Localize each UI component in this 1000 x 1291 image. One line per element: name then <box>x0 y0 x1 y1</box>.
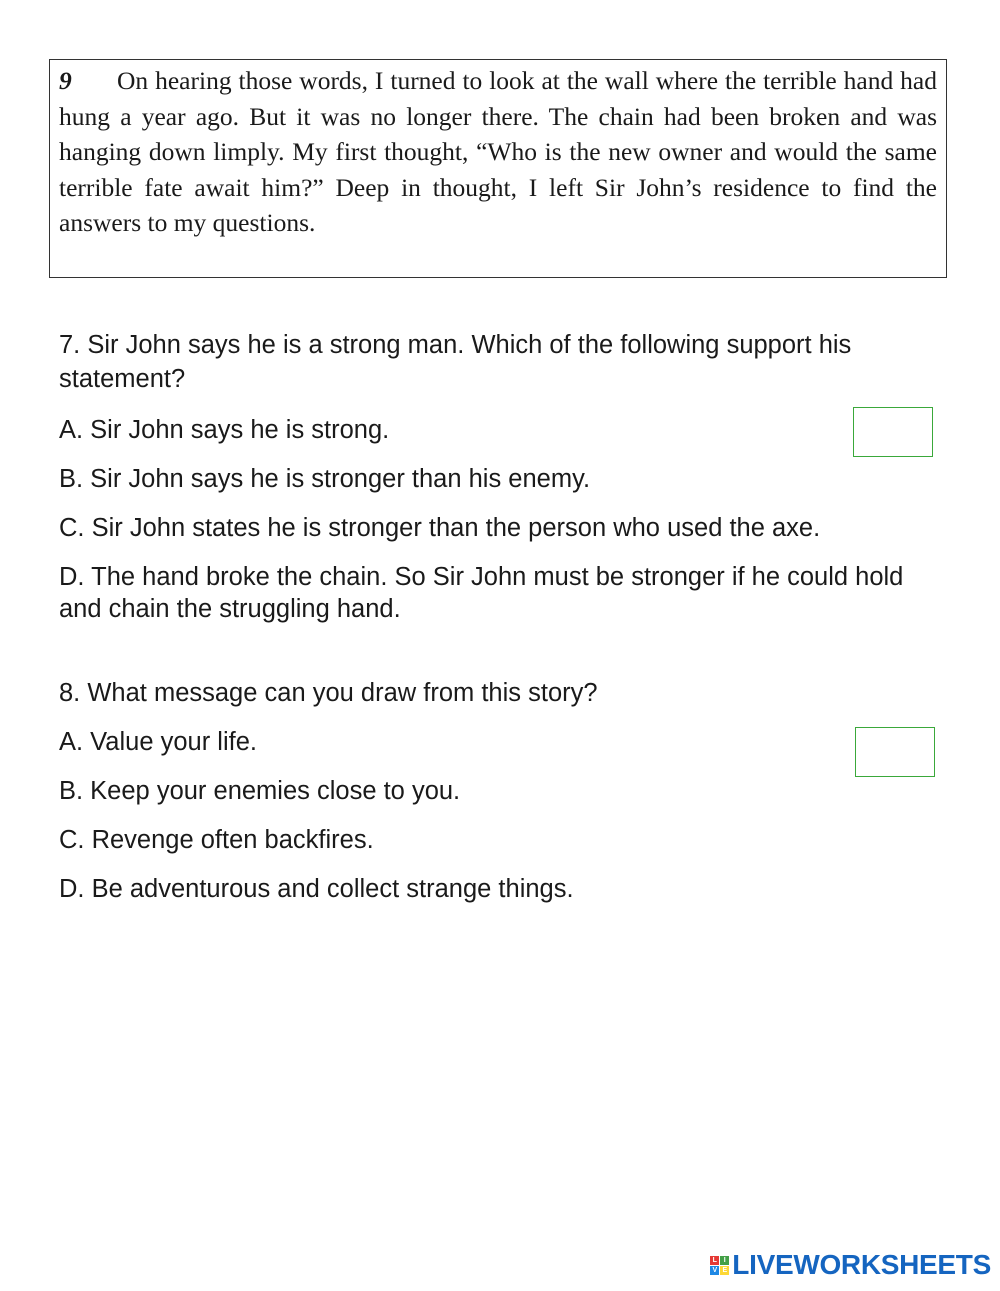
question-8-option-c: C. Revenge often backfires. <box>59 826 374 854</box>
paragraph-number: 9 <box>59 66 72 95</box>
passage-paragraph <box>59 63 937 241</box>
logo-block-e: E <box>720 1266 729 1275</box>
question-7 <box>59 328 959 638</box>
question-8-stem: 8. What message can you draw from this story? <box>59 679 598 707</box>
question-7-stem: 7. Sir John says he is a strong man. Which of the following support his statement? <box>59 331 852 393</box>
passage-text: On hearing those words, I turned to look at the wall where the terrible hand had hung a year ago. But it was no longer there. The chain had been broken and was hanging down limply. My first thought, “Who is the new owner and would the same terrible fate await him?” Deep in thought, I left Sir John’s residence to find the answers to my questions. <box>59 66 937 238</box>
logo-block-v: V <box>710 1266 719 1275</box>
question-7-option-b: B. Sir John says he is stronger than his enemy. <box>59 465 591 493</box>
logo-blocks-icon <box>710 1256 729 1275</box>
logo-block-l: L <box>710 1256 719 1265</box>
logo-block-i: I <box>720 1256 729 1265</box>
question-8-option-d: D. Be adventurous and collect strange things. <box>59 875 574 903</box>
question-7-option-c: C. Sir John states he is stronger than the person who used the axe. <box>59 514 821 542</box>
question-7-answer-box[interactable] <box>853 407 933 457</box>
question-8-answer-box[interactable] <box>855 727 935 777</box>
logo-text: LIVEWORKSHEETS <box>732 1249 991 1280</box>
question-7-option-a: A. Sir John says he is strong. <box>59 416 390 444</box>
liveworksheets-logo[interactable] <box>710 1249 991 1281</box>
question-8-option-a: A. Value your life. <box>59 728 257 756</box>
question-7-option-d: D. The hand broke the chain. So Sir John must be stronger if he could hold and chain the struggling hand. <box>59 563 904 623</box>
question-8 <box>59 676 959 916</box>
passage-box <box>49 59 947 278</box>
question-8-option-b: B. Keep your enemies close to you. <box>59 777 461 805</box>
